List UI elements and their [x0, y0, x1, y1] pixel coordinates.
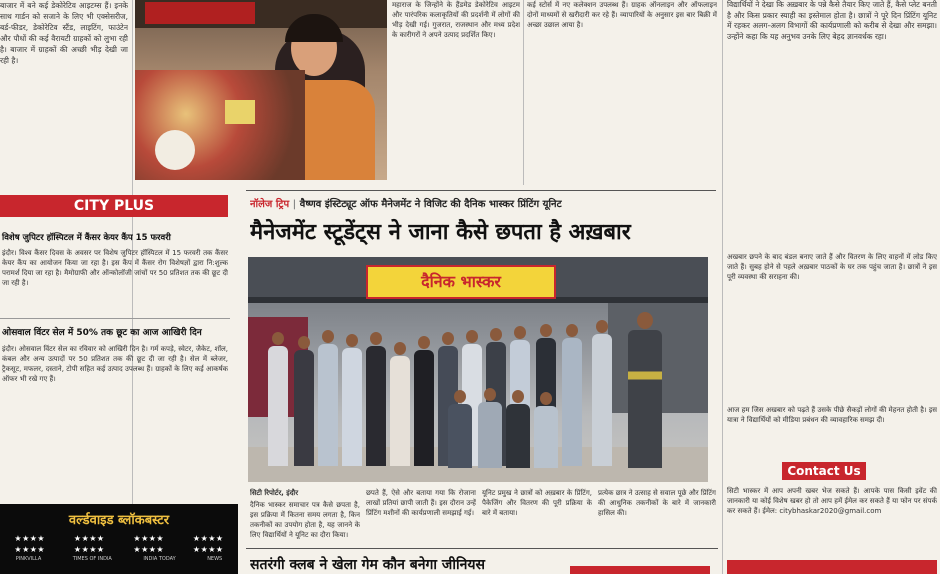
- contact-us-label: Contact Us: [782, 462, 866, 480]
- knowledge-kicker-line: नॉलेज ट्रिप | वैष्णव इंस्टिट्यूट ऑफ मैनेजमेंट ने विजिट की दैनिक भास्कर प्रिंटिंग यूनिट: [250, 199, 562, 210]
- blockbuster-ad: [0, 504, 238, 574]
- top-mid-col1: महाराज के जिन्होंने के हैंडमेड डेकोरेटिव आइटम और पारंपरिक कलाकृतियों की प्रदर्शनी में लोगों की भीड़ देखी गई। गुजरात, राजस्थान और मध्य प्रदेश के कारीगरों ने अपने उत्पाद प्रदर्शित किए।: [392, 1, 520, 39]
- rating-stars: ★★★★: [133, 545, 165, 554]
- story-col4: प्रत्येक छात्र ने उत्साह से सवाल पूछे और प्रिंटिंग की आधुनिक तकनीकों के बारे में जानकारी हासिल की।: [598, 489, 716, 517]
- city-plus-label: CITY PLUS: [0, 195, 228, 217]
- rating-stars: ★★★★: [73, 534, 105, 543]
- banner-text: दैनिक भास्कर: [421, 272, 501, 291]
- story1-headline: विशेष जुपिटर हॉस्पिटल में कैंसर केयर कैंप 15 फरवरी: [2, 233, 171, 243]
- rating-stars: ★★★★: [73, 545, 105, 554]
- rating-stars: ★★★★: [14, 545, 46, 554]
- story-credit: सिटी रिपोर्टर, इंदौर: [250, 489, 299, 497]
- divider: [246, 190, 716, 191]
- right-text-a: विद्यार्थियों ने देखा कि अख़बार के पन्ने कैसे तैयार किए जाते हैं, कैसे प्लेट बनती है और किस प्रकार स्याही का इस्तेमाल होता है। छात्रों ने पूरे दिन प्रिंटिंग यूनिट में रहकर अलग-अलग विभागों की कार्यप्रणाली को करीब से देखा और समझा। उन्होंने कहा कि यह अनुभव उनके लिए बेहद ज्ञानवर्धक रहा।: [727, 0, 937, 41]
- red-strip: [570, 566, 710, 574]
- divider: [0, 318, 230, 319]
- rating-source: NEWS: [207, 556, 223, 562]
- next-story-headline: सतरंगी क्लब ने खेला गेम कौन बनेगा जीनियस: [250, 557, 485, 573]
- rating-source: INDIA TODAY: [143, 556, 176, 562]
- top-mid-col2: कई स्टोर्स में नए कलेक्शन उपलब्ध हैं। ग्राहक ऑनलाइन और ऑफलाइन दोनों माध्यमों से खरीदारी कर रहे हैं। व्यापारियों के अनुसार इस बार बिक्री में अच्छा उछाल आया है।: [527, 1, 717, 29]
- rating-stars: ★★★★: [192, 534, 224, 543]
- market-photo: [135, 0, 387, 180]
- rating-stars: ★★★★: [133, 534, 165, 543]
- kicker: नॉलेज ट्रिप: [250, 199, 290, 210]
- rating-stars: ★★★★: [14, 534, 46, 543]
- rating-stars: ★★★★: [192, 545, 224, 554]
- column-rule: [722, 0, 723, 574]
- story2-body: इंदौर। ओसवाल विंटर सेल का रविवार को आखिरी दिन है। गर्म कपड़े, स्वेटर, जैकेट, शॉल, कंबल और अन्य उत्पादों पर 50 प्रतिशत तक की छूट दी जा रही है। सेल में ब्लेजर, ट्रैकसूट, मफलर, दस्ताने, टोपी सहित कई उत्पाद उपलब्ध हैं। ग्राहकों के लिए कई आकर्षक ऑफर भी रखे गए हैं।: [2, 345, 228, 383]
- group-photo: [248, 257, 708, 482]
- divider: [246, 548, 718, 549]
- story2-headline: ओसवाल विंटर सेल में 50% तक छूट का आज आखिरी दिन: [2, 328, 202, 338]
- story-headline: मैनेजमेंट स्टूडेंट्स ने जाना कैसे छपता है अख़बार: [250, 220, 631, 245]
- story-col3: यूनिट प्रमुख ने छात्रों को अख़बार के प्रिंटिंग, पैकेजिंग और वितरण की पूरी प्रक्रिया के बारे में बताया।: [482, 489, 592, 517]
- blockbuster-title: वर्ल्डवाइड ब्लॉकबस्टर: [68, 513, 170, 528]
- left-top-text: बाजार में बने कई डेकोरेटिव आइटम्स हैं। इनके साथ गार्डन को सजाने के लिए भी एक्सेसरीज, बर्ड-फीडर, डेकोरेटिव स्टैंड, लाइटिंग, फाउंटेन और पौधों की कई वैरायटी ग्राहकों को लुभा रही है। बाजार में ग्राहकों की अच्छी भीड़ देखी जा रही है।: [0, 1, 128, 65]
- subheadline: वैष्णव इंस्टिट्यूट ऑफ मैनेजमेंट ने विजिट की दैनिक भास्कर प्रिंटिंग यूनिट: [299, 199, 562, 210]
- column-rule: [523, 0, 524, 185]
- story1-body: इंदौर। विश्व कैंसर दिवस के अवसर पर विशेष जुपिटर हॉस्पिटल में 15 फरवरी तक कैंसर केयर कैंप का आयोजन किया जा रहा है। इस कैंप में कैंसर रोग विशेषज्ञों द्वारा नि:शुल्क परामर्श दिया जा रहा है। मैमोग्राफी और ऑन्कोलॉजी जांचों पर 50 प्रतिशत तक की छूट दी जा रही है।: [2, 249, 228, 287]
- story-col1: दैनिक भास्कर समाचार पत्र कैसे छपता है, इस प्रक्रिया में कितना समय लगता है, किन तकनीकों का उपयोग होता है, यह जानने के लिए विद्यार्थियों ने यूनिट का दौरा किया।: [250, 501, 360, 539]
- rating-source: PINKVILLA: [15, 556, 42, 562]
- story-col2: छपते हैं, ऐसे और बताया गया कि रोजाना लाखों प्रतियां छापी जाती हैं। इस दौरान उन्हें प्रिंटिंग मशीनों की कार्यप्रणाली समझाई गई।: [366, 489, 476, 517]
- red-strip: [727, 560, 937, 574]
- bhaskar-banner: [366, 265, 556, 299]
- contact-us-body: सिटी भास्कर में आप अपनी खबर भेज सकते हैं। आपके पास किसी इवेंट की जानकारी या कोई विशेष खबर हो तो आप हमें ईमेल कर सकते हैं या फोन पर संपर्क कर सकते हैं। ईमेल: citybhaskar2020@gmail.com: [727, 487, 937, 515]
- right-text-b: अखबार छपने के बाद बंडल बनाए जाते हैं और वितरण के लिए वाहनों में लोड किए जाते हैं। सुबह होने से पहले अख़बार पाठकों के घर तक पहुंच जाता है। छात्रों ने इस पूरी व्यवस्था की सराहना की।: [727, 253, 937, 281]
- right-text-c: आज हम जिस अखबार को पढ़ते हैं उसके पीछे सैकड़ों लोगों की मेहनत होती है। इस यात्रा ने विद्यार्थियों को मीडिया प्रबंधन की व्यावहारिक समझ दी।: [727, 406, 937, 424]
- rating-source: TIMES OF INDIA: [72, 556, 112, 562]
